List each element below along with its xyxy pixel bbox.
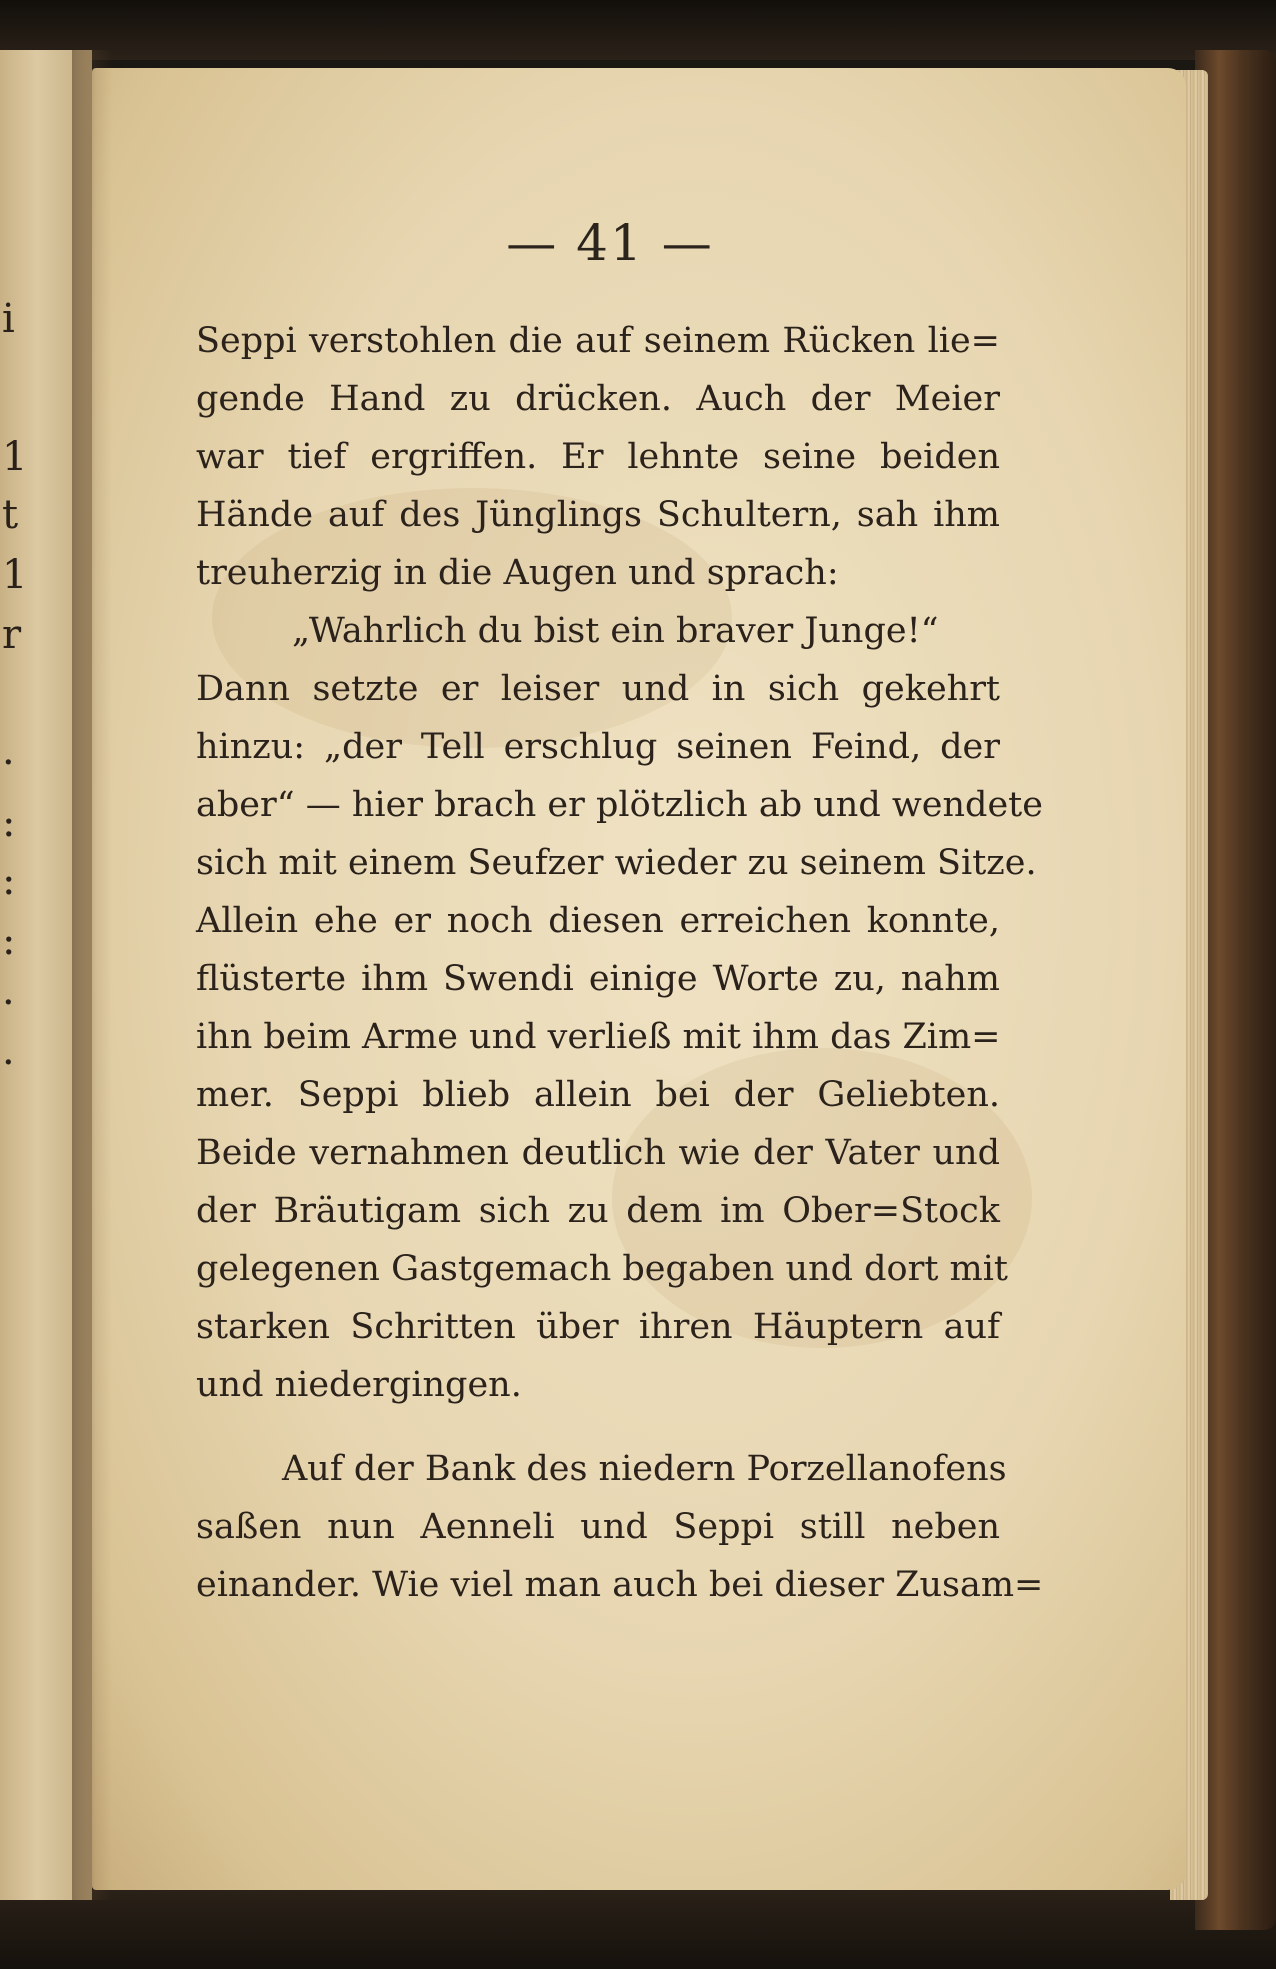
text-line: Beide vernahmen deutlich wie der Vater und — [196, 1133, 1000, 1173]
text-line: flüsterte ihm Swendi einige Worte zu, nahm — [196, 959, 1000, 999]
text-line: gende Hand zu drücken. Auch der Meier — [196, 379, 1000, 419]
book-cover-bottom — [0, 1890, 1276, 1969]
text-line: Auf der Bank des niedern Porzellanofens — [282, 1449, 1007, 1489]
page-number: — 41 — — [506, 214, 714, 272]
margin-mark: · — [2, 740, 15, 786]
book-cover-top — [0, 0, 1276, 60]
margin-mark: : — [2, 858, 16, 904]
book-gutter — [72, 50, 112, 1900]
margin-mark: 1 — [2, 552, 28, 598]
text-line: hinzu: „der Tell erschlug seinen Feind, der — [196, 727, 1000, 767]
margin-mark: t — [2, 492, 19, 538]
margin-mark: r — [2, 612, 22, 658]
text-line: Seppi verstohlen die auf seinem Rücken lie= — [196, 321, 1000, 361]
text-line: war tief ergriffen. Er lehnte seine beiden — [196, 437, 1000, 477]
text-line: Dann setzte er leiser und in sich gekehrt — [196, 669, 1000, 709]
text-line: der Bräutigam sich zu dem im Ober=Stock — [196, 1191, 1000, 1231]
text-line: sich mit einem Seufzer wieder zu seinem Sitze. — [196, 843, 1037, 883]
margin-mark: 1 — [2, 434, 28, 480]
margin-mark: · — [2, 1040, 15, 1086]
text-line: gelegenen Gastgemach begaben und dort mit — [196, 1249, 1008, 1289]
text-line: Hände auf des Jünglings Schultern, sah ihm — [196, 495, 1000, 535]
text-line: starken Schritten über ihren Häuptern auf — [196, 1307, 1000, 1347]
margin-mark: : — [2, 800, 16, 846]
margin-mark: : — [2, 918, 16, 964]
text-line: und niedergingen. — [196, 1365, 522, 1405]
margin-mark: i — [2, 296, 15, 342]
text-line: mer. Seppi blieb allein bei der Geliebten. — [196, 1075, 1000, 1115]
text-line: treuherzig in die Augen und sprach: — [196, 553, 839, 593]
text-line: „Wahrlich du bist ein braver Junge!“ — [292, 611, 939, 651]
text-line: saßen nun Aenneli und Seppi still neben — [196, 1507, 1000, 1547]
text-line: Allein ehe er noch diesen erreichen konnte, — [196, 901, 1000, 941]
text-line: aber“ — hier brach er plötzlich ab und wendete — [196, 785, 1043, 825]
margin-mark: · — [2, 980, 15, 1026]
text-line: ihn beim Arme und verließ mit ihm das Zim= — [196, 1017, 1001, 1057]
text-line: einander. Wie viel man auch bei dieser Zusam= — [196, 1565, 1044, 1605]
